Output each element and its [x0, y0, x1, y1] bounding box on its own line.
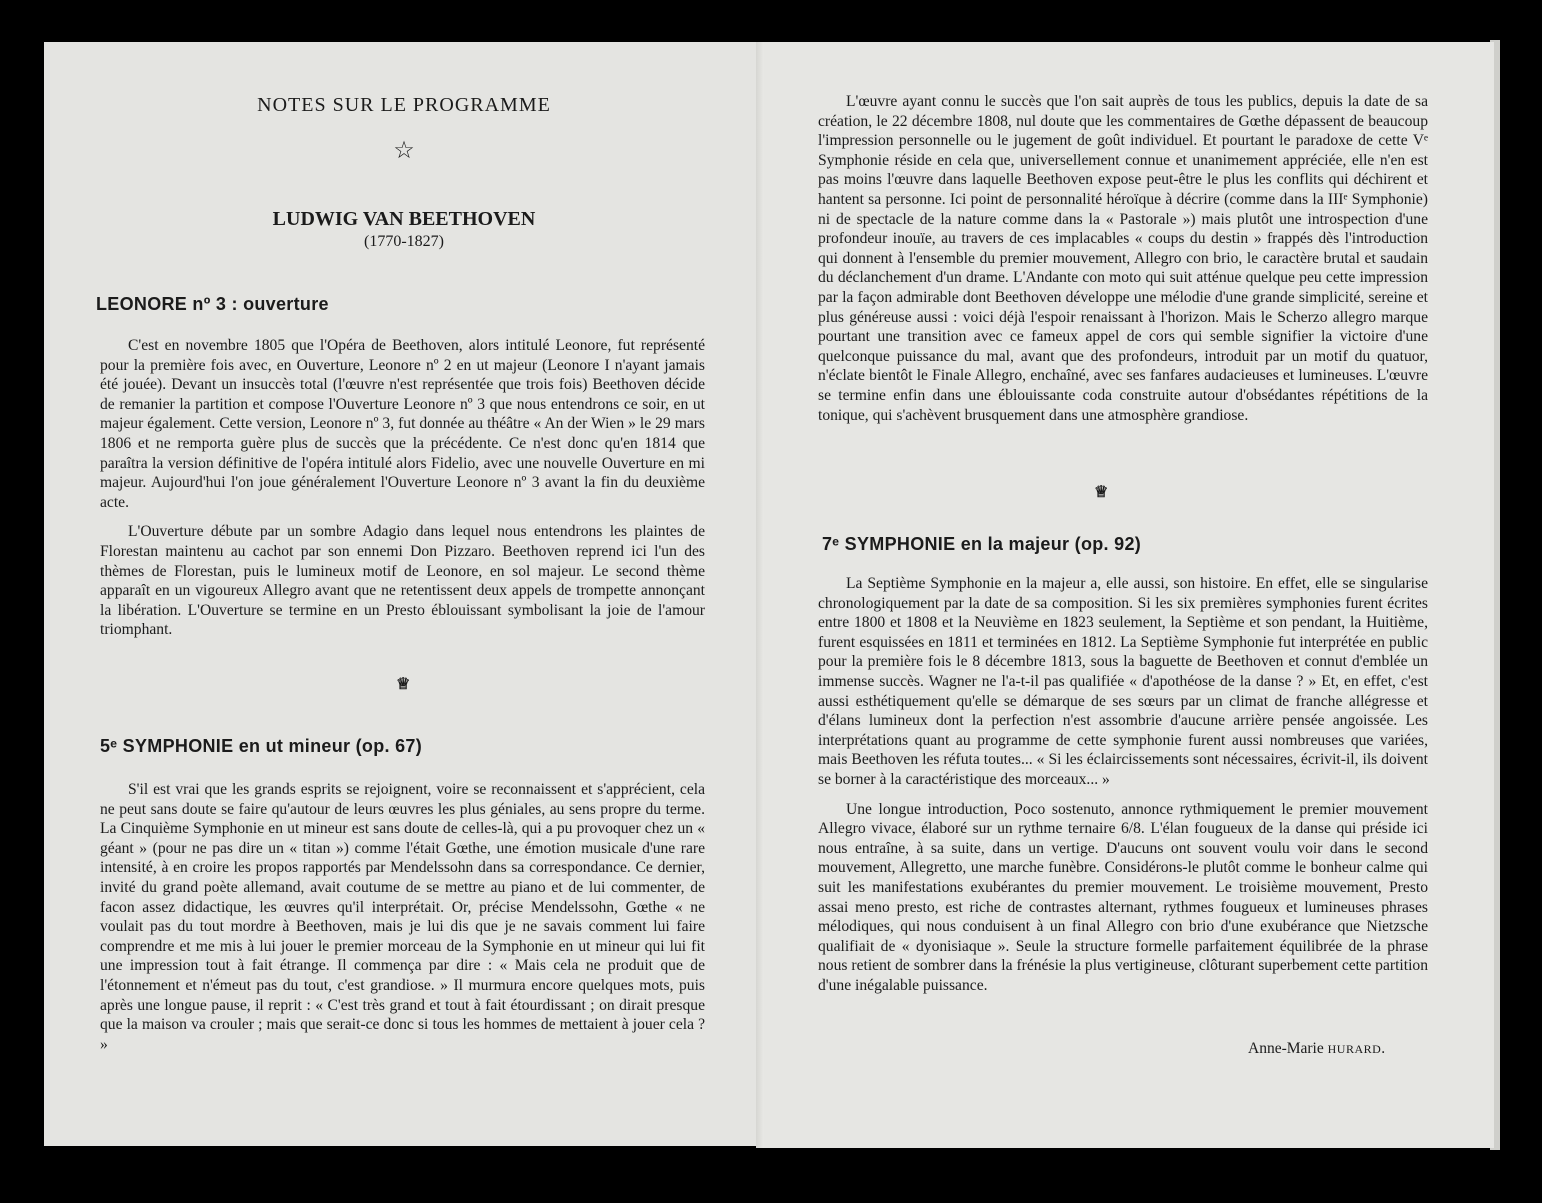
seventh-paragraph-2: Une longue introduction, Poco sostenuto, annonce rythmiquement le premier mouvement Allegro vivace, élaboré sur un rythme ternaire 6/8. L'élan fougueux de la danse qui préside ici nous entraîne, à sa suite, dans un vertige. D'aucuns ont souvent voulu voir dans le second mouvement, Allegretto, une marche funèbre. Considérons-le plutôt comme le bonheur calme qui suit les manifestations exubérantes du premier mouvement. Le troisième mouvement, Presto assai meno presto, est riche de contrastes alternant, rythmes fougueux et lumineuses phrases mélodiques, qui nous conduisent à un final Allegro con brio d'une exubérance que Nietzsche qualifiait de « dyonisiaque ». Seule la structure formelle parfaitement équilibrée de la phrase nous retient de sombrer dans la frénésie la plus vertigineuse, clôturant superbement cette partition d'une inégalable puissance. — [818, 800, 1428, 994]
author-last-name: HURARD — [1327, 1042, 1382, 1056]
fifth-symphony-heading: 5ᵉ SYMPHONIE en ut mineur (op. 67) — [100, 736, 423, 756]
composer-name: LUDWIG VAN BEETHOVEN — [272, 208, 536, 230]
composer-dates: (1770-1827) — [364, 233, 444, 250]
author-signature — [1248, 1040, 1385, 1058]
ornament-icon: ♕ — [1094, 484, 1109, 501]
fifth-symphony-text — [100, 780, 705, 1064]
page-title: NOTES SUR LE PROGRAMME — [257, 94, 551, 116]
fifth-paragraph-1: S'il est vrai que les grands esprits se rejoignent, voire se reconnaissent et s'apprécient, cela ne peut sans doute se faire qu'autour de leurs œuvres les plus géniales, au sens propre du terme. La Cinquième Symphonie en ut mineur est sans doute de celles-là, qui a pu provoquer chez un « géant » (pour ne pas dire un « titan ») comme l'était Gœthe, une émotion musicale d'une rare intensité, à en croire les propos rapportés par Mendelssohn dans sa correspondance. Ce dernier, invité du grand poète allemand, avait coutume de se mettre au piano et de lui commenter, de facon assez didactique, les œuvres qu'il interprétait. Or, précise Mendelssohn, Gœthe « ne voulait pas du tout mordre à Beethoven, mais je lui dis que je ne savais comment lui faire comprendre et me mis à lui jouer le premier morceau de la Symphonie en ut mineur qui lui fit une impression tout à fait étrange. Il commença par dire : « Mais cela ne produit que de l'étonnement et n'émeut pas du tout, c'est grandiose. » Il murmura encore quelques mots, puis après une longue pause, il reprit : « C'est très grand et tout à fait étourdissant ; on dirait presque que la maison va crouler ; mais que serait-ce donc si tous les hommes de mettaient à jouer cela ? » — [100, 781, 705, 1053]
leonore-paragraph-1: C'est en novembre 1805 que l'Opéra de Beethoven, alors intitulé Leonore, fut représenté pour la première fois avec, en Ouverture, Leonore nº 2 en ut majeur (Leonore I n'ayant jamais été jouée). Devant un insuccès total (l'œuvre n'est représentée que trois fois) Beethoven décide de remanier la partition et compose l'Ouverture Leonore nº 3 que nous entendrons ce soir, en ut majeur également. Cette version, Leonore nº 3, fut donnée au théâtre « An der Wien » le 29 mars 1806 et ne remporta guère plus de succès que la précédente. Ce n'est donc qu'en 1814 que paraîtra la version définitive de l'opéra intitulé alors Fidelio, avec une nouvelle Ouverture en mi majeur. Aujourd'hui l'on joue généralement l'Ouverture Leonore nº 3 avant la fin du deuxième acte. — [100, 337, 705, 511]
left-page — [44, 42, 764, 1146]
signature-dot: . — [1381, 1040, 1386, 1057]
right-page — [764, 42, 1494, 1148]
star-icon: ☆ — [393, 138, 415, 164]
fifth-paragraph-2: L'œuvre ayant connu le succès que l'on sait auprès de tous les publics, depuis la date de sa création, le 22 décembre 1808, nul doute que les commentaires de Gœthe dépassent de beaucoup l'impression personnelle ou le jugement de goût individuel. Et pourtant le paradoxe de cette Vᵉ Symphonie réside en cela que, universellement connue et unanimement appréciée, elle n'en est pas moins l'œuvre dans laquelle Beethoven expose peut-être le plus les conflits qui déchirent et hantent sa personne. Ici point de personnalité héroïque à décrire (comme dans la IIIᵉ Symphonie) ni de spectacle de la nature comme dans la « Pastorale ») mais plutôt une introspection d'une profondeur inouïe, au travers de ces implacables « coups du destin » frappés dès l'introduction qui donnent à l'ensemble du premier mouvement, Allegro con brio, le caractère brutal et saudain du déclanchement d'un drame. L'Andante con moto qui suit atténue quelque peu cette impression par la façon admirable dont Beethoven développe une mélodie d'une grande simplicité, sereine et plus généreuse aussi : voici déjà l'espoir renaissant à l'horizon. Mais le Scherzo allegro marque pourtant une transition avec ce fameux appel de cors qui semble signifier la victoire d'une quelconque puissance du mal, avant que des profondeurs, introduit par un motif du quatuor, n'éclate bientôt le Finale Allegro, enchaîné, avec ses fanfares audacieuses et lumineuses. L'œuvre se termine enfin dans une éblouissante coda construite autour d'obsédantes répétitions de la tonique, qui s'achèvent brusquement dans une atmosphère grandiose. — [818, 93, 1428, 424]
leonore-text — [100, 336, 705, 650]
seventh-symphony-heading: 7ᵉ SYMPHONIE en la majeur (op. 92) — [822, 534, 1142, 554]
leonore-heading: LEONORE nº 3 : ouverture — [96, 294, 329, 314]
leonore-paragraph-2: L'Ouverture débute par un sombre Adagio dans lequel nous entendrons les plaintes de Florestan maintenu au cachot par son ennemi Don Pizzaro. Beethoven reprend ici l'un des thèmes de Florestan, puis le lumineux motif de Leonore, en sol majeur. Le second thème apparaît en un vigoureux Allegro avant que ne retentissent deux appels de trompette annonçant la libération. L'Ouverture se termine en un Presto éblouissant symbolisant la joie de l'amour triomphant. — [100, 523, 705, 639]
ornament-icon: ♕ — [396, 676, 411, 693]
seventh-symphony-text — [818, 574, 1428, 1005]
fifth-symphony-continued — [818, 92, 1428, 435]
author-first-name: Anne-Marie — [1248, 1040, 1324, 1057]
seventh-paragraph-1: La Septième Symphonie en la majeur a, elle aussi, son histoire. En effet, elle se singularise chronologiquement par la date de sa composition. Si les six premières symphonies furent écrites entre 1800 et 1808 et la Neuvième en 1823 seulement, la Septième et son pendant, la Huitième, furent esquissées en 1811 et terminées en 1812. La Septième Symphonie fut interprétée en public pour la première fois le 8 décembre 1813, sous la baguette de Beethoven et connut d'emblée un immense succès. Wagner ne l'a-t-il pas qualifiée « d'apothéose de la danse ? » Et, en effet, c'est aussi esthétiquement qu'elle se démarque de ses sœurs par un climat de franche allégresse et d'élans lumineux dont la perfection n'est assombrie d'aucune arrière pensée angoissée. Les interprétations quant au programme de cette symphonie furent aussi nombreuses que variées, mais Beethoven les réfuta toutes... « Si les éclaircissements sont nécessaires, écrivit-il, ils doivent se borner à la caractéristique des morceaux... » — [818, 575, 1428, 788]
